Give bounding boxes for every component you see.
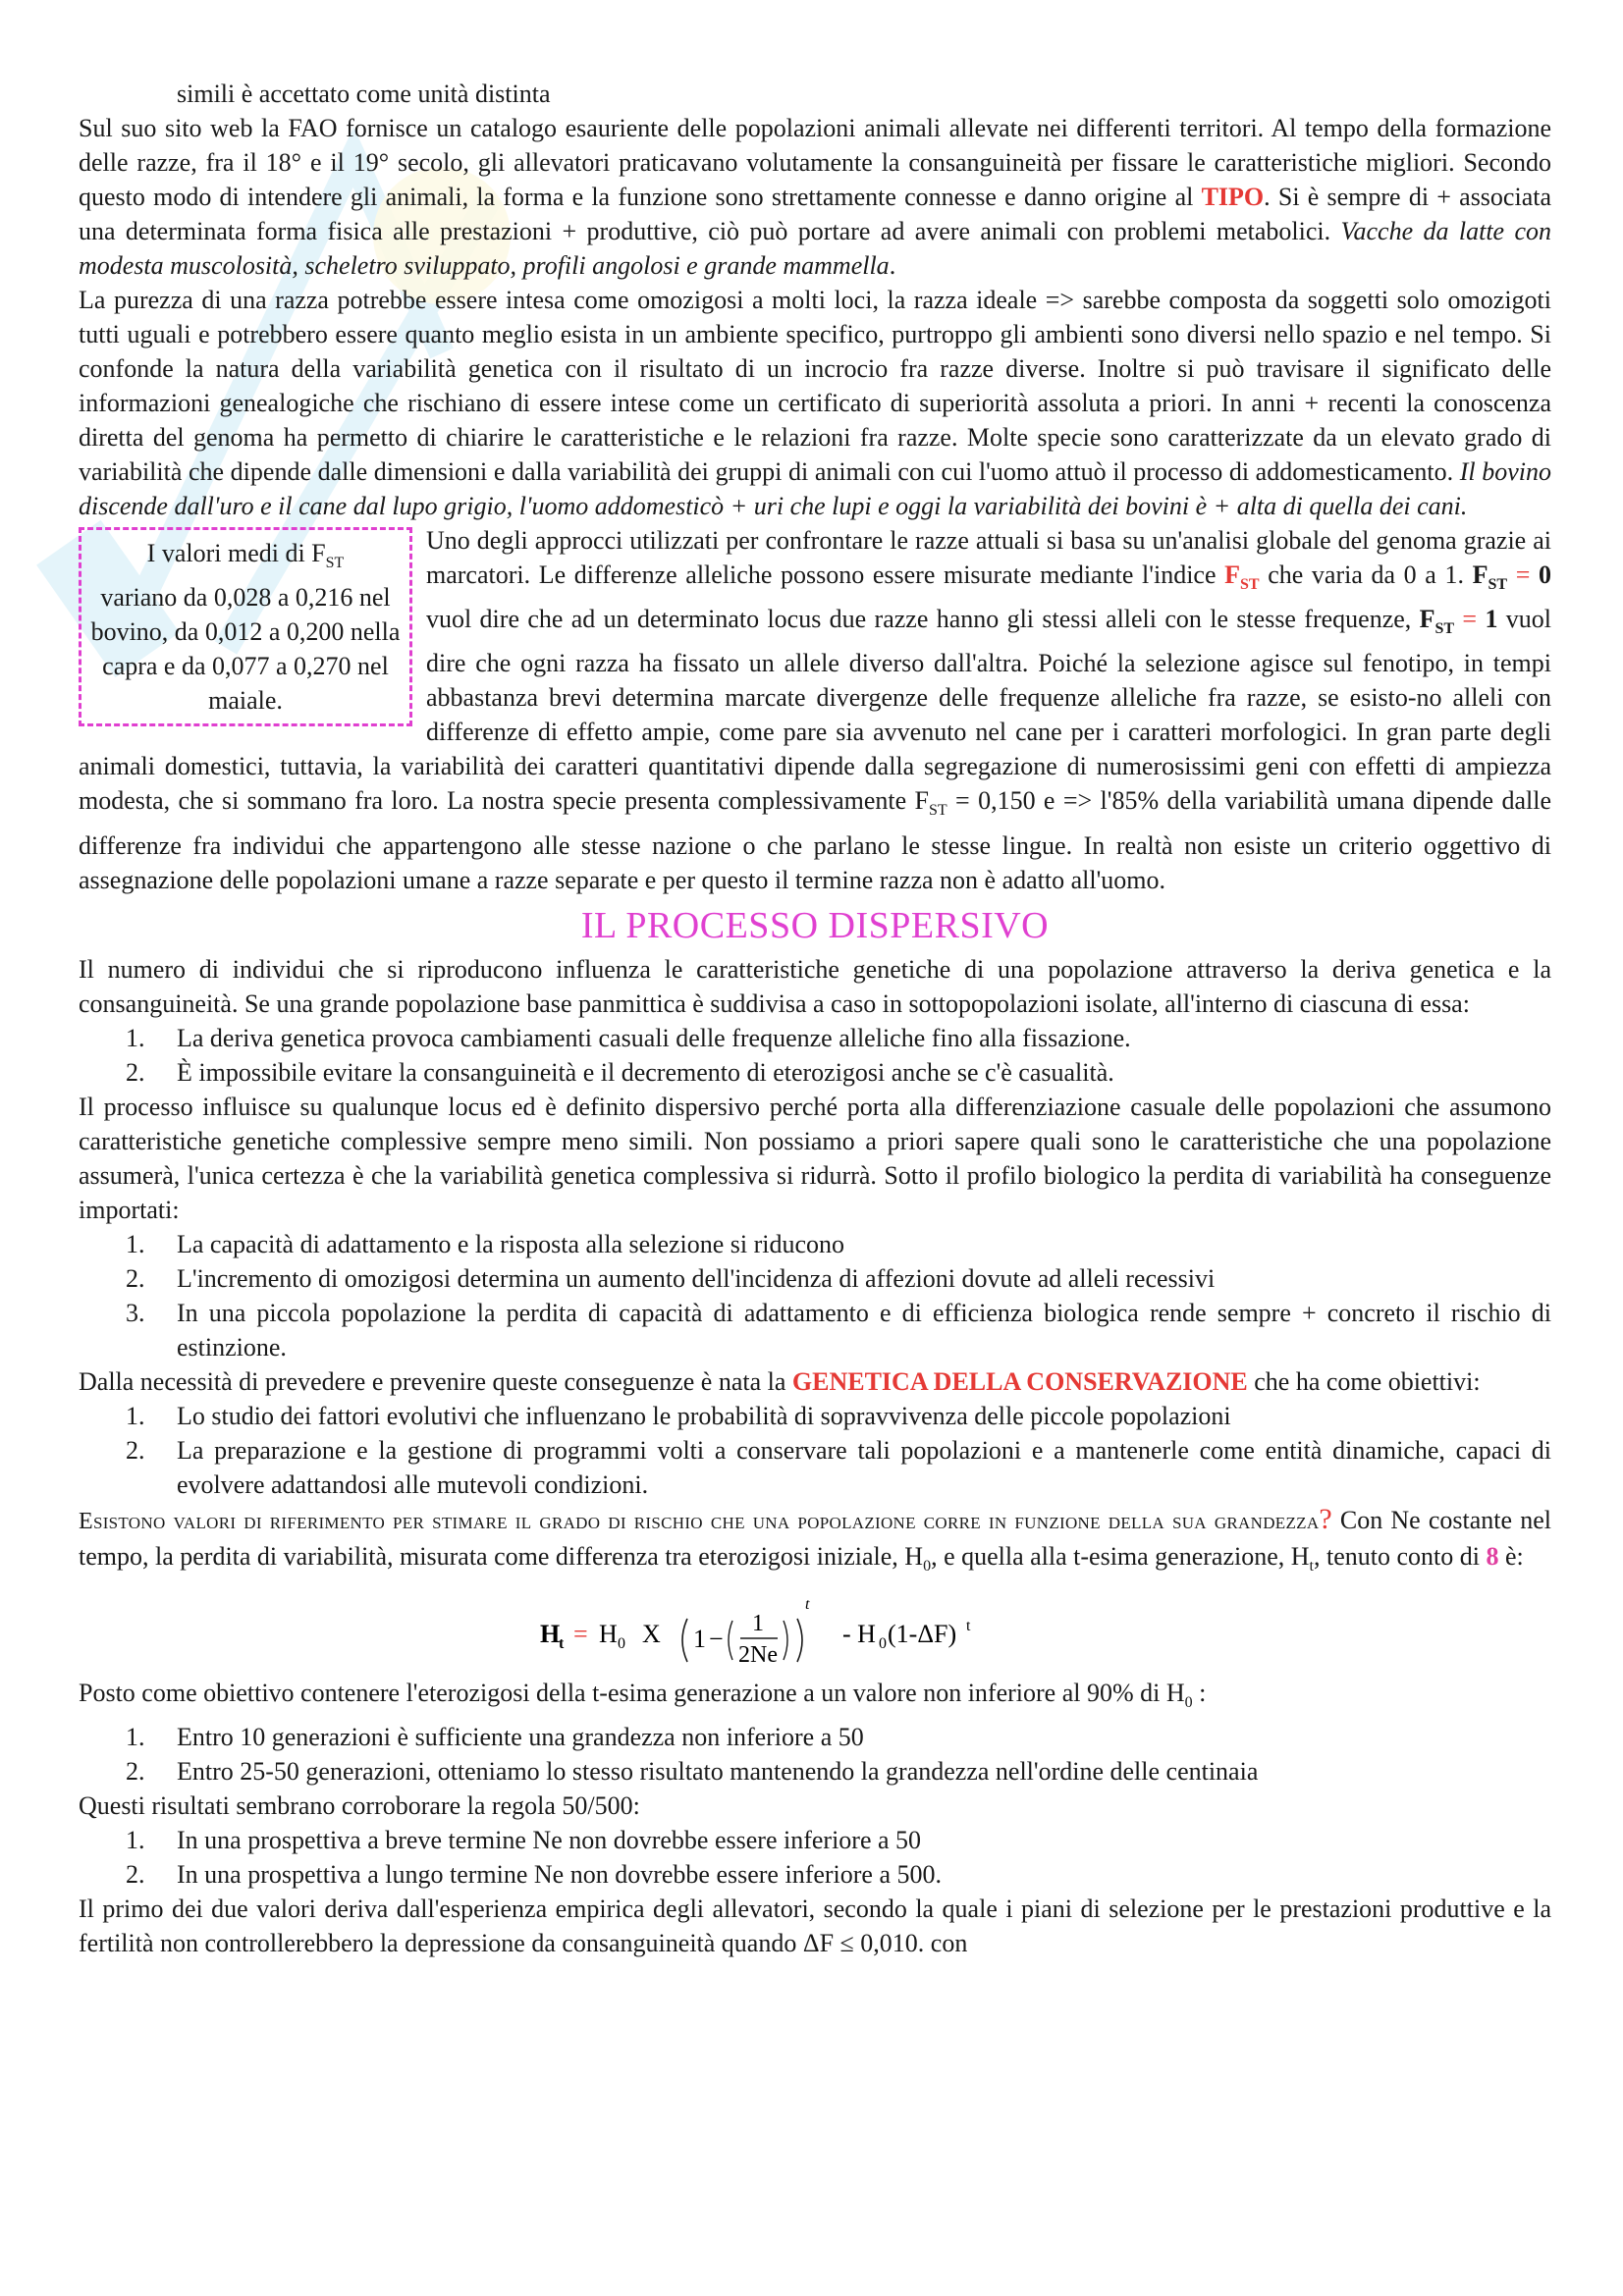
paragraph-fst: Uno degli approcci utilizzati per confrontare le razze attuali si basa su un'analisi globale del genoma grazie ai marcatori. Le differenze alleliche possono essere misurate mediante l'indice $F_{ST}$ che varia da 0 a 1. $F_{ST} = 0$ vuol dire che ad un determinato locus due razze hanno gli stessi alleli con le stesse frequenze, $F_{ST} = 1$ vuol dire che ogni razza ha fissato un allele diverso dall'altra. Poiché la selezione agisce sul fenotipo, in tempi abbastanza brevi determina marcate divergenze delle frequenze alleliche fra razze, se esisto-no alleli con differenze di effetto ampie, come pare sia avvenuto nel cane per i caratteri morfologici. In gran parte degli animali domestici, tuttavia, la variabilità dei caratteri quantitativi dipende dalla segregazione di numerosissimi geni con effetti di ampiezza modesta, che si sommano fra loro. La nostra specie presenta complessivamente $F_{ST} = 0,150$ e => l'85% della variabilità umana dipende dalle differenze fra individui che appartengono alle stesse nazione o che parlano le stesse lingue. In realtà non esiste un criterio oggettivo di assegnazione delle popolazioni umane a razze separate e per questo il termine razza non è adatto all'uomo. [79,526,1551,894]
formula-numerator: 1 [752,1610,764,1636]
formula-x: X [642,1619,661,1648]
list-item: 2. L'incremento di omozigosi determina un aumento dell'incidenza di affezioni dovute ad alleli recessivi [126,1263,1216,1293]
list-item: 2. In una prospettiva a lungo termine Ne non dovrebbe essere inferiore a 500. [126,1859,943,1889]
formula-h0: H [599,1619,618,1648]
formula-close-paren [797,1619,802,1662]
paragraph-primo-valore: Il primo dei due valori deriva dall'esperienza empirica degli allevatori, secondo la quale i piani di selezione per le prestazioni produttive e la fertilità non controllerebbero la depressione da consanguineità quando ΔF ≤ 0,010. con [79,1894,1551,1957]
formula-h0-sub: 0 [618,1634,625,1652]
formula-denominator: 2Ne [738,1641,778,1666]
formula-one: 1 [693,1624,706,1653]
formula-minus: − [709,1624,724,1653]
formula-exponent: t [805,1595,810,1613]
paragraph-fao: Sul suo sito web la FAO fornisce un catalogo esauriente delle popolazioni animali allevate nei differenti territori. Al tempo della formazione delle razze, fra il 18° e il 19° secolo, gli allevatori praticavano volutamente la consanguineità per fissare le caratteristiche migliori. Secondo questo modo di intendere gli animali, la forma e la funzione sono strettamente connesse e danno origine al TIPO. Si è sempre di + associata una determinata forma fisica alle prestazioni + produttive, ciò può portare ad avere animali con problemi metabolici. Vacche da latte con modesta muscolosità, scheletro sviluppato, profili angolosi e grande mammella. [79,114,1552,280]
formula-open-paren [682,1619,687,1662]
intro-line: simili è accettato come unità distinta [177,80,551,108]
tipo-term: TIPO [1201,183,1265,211]
section-heading: IL PROCESSO DISPERSIVO [580,904,1050,946]
list-item: 1. Lo studio dei fattori evolutivi che influenzano le probabilità di sopravvivenza delle piccole popolazioni [126,1401,1231,1430]
paragraph-obiettivo: Posto come obiettivo contenere l'eterozigosi della t-esima generazione a un valore non inferiore al 90% di $H_0$ : [79,1678,1207,1711]
list-generazioni [79,1720,1551,1789]
formula-tail-sub: 0 [879,1634,887,1652]
list-item: 1. In una prospettiva a breve termine Ne non dovrebbe essere inferiore a 50 [126,1825,922,1854]
list-item: 1. La deriva genetica provoca cambiamenti casuali delle frequenze alleliche fino alla fissazione. [126,1023,1131,1052]
list-item: 2. Entro 25-50 generazioni, otteniamo lo stesso risultato mantenendo la grandezza nell'ordine delle centinaia [126,1756,1259,1786]
formula-tail2: (1-ΔF) [888,1619,957,1648]
list-regola [79,1823,1551,1892]
list-obiettivi [79,1399,1551,1502]
paragraph-conservazione: Dalla necessità di prevedere e prevenire queste conseguenze è nata la GENETICA DELLA CONSERVAZIONE che ha come obiettivi: [79,1366,1481,1396]
paragraph-regola: Questi risultati sembrano corroborare la regola 50/500: [79,1790,640,1820]
paragraph-numero-individui: Il numero di individui che si riproducono influenza le caratteristiche genetiche di una popolazione attraverso la deriva genetica e la consanguineità. Se una grande popolazione base panmittica è suddivisa a caso in sottopopolazioni isolate, all'interno di ciascuna di essa: [79,954,1551,1018]
paragraph-processo: Il processo influisce su qualunque locus ed è definito dispersivo perché porta alla differenziazione casuale delle popolazioni che assumono caratteristiche genetiche complessive sempre meno simili. Non possiamo a priori sapere quali sono le caratteristiche che una popolazione assumerà, l'unica certezza è che la variabilità genetica complessiva si ridurrà. Sotto il profilo biologico la perdita di variabilità ha conseguenze importati: [79,1092,1551,1224]
heterozygosity-formula [79,1591,1551,1666]
formula-eq: = [573,1619,588,1648]
conservation-term: GENETICA DELLA CONSERVAZIONE [791,1366,1248,1396]
list-item: 1. Entro 10 generazioni è sufficiente una grandezza non inferiore a 50 [126,1722,864,1751]
paragraph-purezza: La purezza di una razza potrebbe essere intesa come omozigosi a molti loci, la razza ideale => sarebbe composta da soggetti solo omozigoti tutti uguali e potrebbero essere quanto meglio esista in un ambiente specifico, purtroppo gli ambienti sono diversi nello spazio e nel tempo. Si confonde la natura della variabilità genetica con il risultato di un incrocio fra razze diverse. Inoltre si può travisare il significato delle informazioni genealogiche che rischiano di essere intese come un certificato di superiorità assoluta a priori. In anni + recenti la conoscenza diretta del genoma ha permetto di chiarire le caratteristiche e le relazioni fra razze. Molte specie sono caratterizzate da un elevato grado di variabilità che dipende dalle dimensioni e dalla variabilità dei gruppi di animali con cui l'uomo attuò il processo di addomesticamento. Il bovino discende dall'uro e il cane dal lupo grigio, l'uomo addomesticò + uri che lupi e oggi la variabilità dei bovini è + alta di quella dei cani. [79,286,1551,520]
list-deriva [79,1021,1551,1090]
document-page [79,77,1551,1960]
list-item: 3. In una piccola popolazione la perdita di capacità di adattamento e di efficienza biologica rende sempre + concreto il rischio di estinzione. [126,1298,1551,1362]
formula-tail: - H [842,1619,876,1648]
formula-ht: H [540,1619,561,1648]
formula-svg [540,1591,1090,1666]
fst-note-box: I valori medi di $F_{ST}$ variano da 0,028 a 0,216 nel bovino, da 0,012 a 0,200 nella capra e da 0,077 a 0,270 nel maiale. [79,527,412,726]
formula-tail-exp: t [966,1617,971,1634]
formula-inner-open-paren [729,1621,732,1660]
list-conseguenze [79,1227,1551,1364]
list-item: 1. La capacità di adattamento e la risposta alla selezione si riducono [126,1229,845,1258]
formula-inner-close-paren [784,1621,787,1660]
list-item: 2. La preparazione e la gestione di programmi volti a conservare tali popolazioni e a mantenerle come entità dinamiche, capaci di evolvere adattandosi alle mutevoli condizioni. [126,1435,1551,1499]
list-item: 2. È impossibile evitare la consanguineità e il decremento di eterozigosi anche se c'è casualità. [126,1057,1114,1087]
paragraph-riferimento: Esistono valori di riferimento per stimare il grado di rischio che una popolazione corre in funzione della sua grandezza? Con Ne costante nel tempo, la perdita di variabilità, misurata come differenza tra eterozigosi iniziale, $H_0$, e quella alla t-esima generazione, $H_t$, tenuto conto di 8 è: [79,1502,1552,1575]
formula-ht-sub: t [559,1634,565,1652]
